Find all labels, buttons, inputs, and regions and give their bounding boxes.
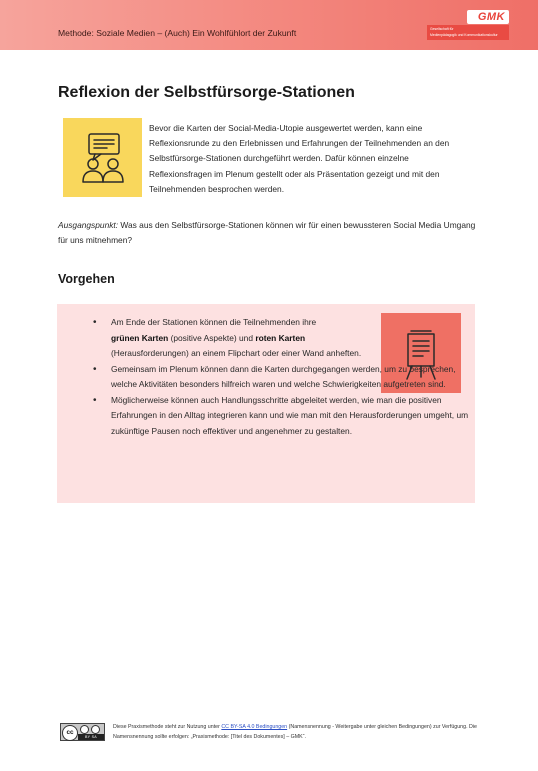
intro-paragraph: Bevor die Karten der Social-Media-Utopie ausgewertet werden, kann eine Reflexionsrunde zu den Erlebnissen und Erfahrungen der Teilnehmenden an den Selbstfürsorge-Stationen durchgeführt werden. Dafür können einzelne Reflexionsfragen im Plenum gestellt oder als Präsentation gezeigt und mit den Teilnehmenden besprochen werden. — [149, 123, 450, 194]
creative-commons-icon[interactable]: cc BY SA — [60, 723, 105, 741]
license-link[interactable]: CC BY-SA 4.0 Bedingungen — [221, 724, 288, 730]
sa-icon — [91, 725, 100, 734]
section-title: Vorgehen — [58, 272, 115, 286]
discussion-people-icon — [63, 118, 142, 197]
list-item: • Gemeinsam im Plenum können dann die Karten durchgegangen werden, um zu besprechen, welche Aktivitäten besonders hilfreich waren und welche Schwierigkeiten aufgetreten sind. — [82, 362, 471, 393]
header-bar — [0, 0, 538, 50]
ausgangspunkt-label: Ausgangspunkt: — [58, 220, 119, 230]
steps-list — [82, 315, 471, 439]
header-title: Methode: Soziale Medien – (Auch) Ein Wohlfühlort der Zukunft — [58, 28, 297, 38]
list-item: • Am Ende der Stationen können die Teilnehmenden ihre grünen Karten (positive Aspekte) und roten Karten (Herausforderungen) an einem Flipchart oder einer Wand anheften. — [82, 315, 376, 362]
gmk-logo: GMK Gesellschaft für Medienpädagogik und Kommunikationskultur — [427, 10, 509, 40]
red-cards-text: roten Karten — [255, 332, 306, 343]
page-title: Reflexion der Selbstfürsorge-Stationen — [58, 84, 355, 101]
green-cards-text: grünen Karten — [111, 332, 169, 343]
license-text: Diese Praxismethode steht zur Nutzung unter CC BY-SA 4.0 Bedingungen (Namensnennung - Weitergabe unter gleichen Bedingungen) zur Verfügung. Die Namensnennung sollte erfolgen: „Praxismethode: [Titel des Dokumentes] – GMK“. — [113, 724, 477, 740]
by-icon — [80, 725, 89, 734]
list-item: • Möglicherweise können auch Handlungsschritte abgeleitet werden, wie man die positiven Erfahrungen in den Alltag integrieren kann und wie man mit den Herausforderungen umgeht, um zukünftige Pausen noch effektiver und angenehmer zu gestalten. — [82, 393, 471, 440]
logo-mark: GMK — [477, 11, 505, 23]
ausgangspunkt — [58, 218, 478, 248]
ausgangspunkt-text: Was aus den Selbstfürsorge-Stationen können wir für einen bewussteren Social Media Umgang für uns mitnehmen? — [58, 220, 476, 246]
